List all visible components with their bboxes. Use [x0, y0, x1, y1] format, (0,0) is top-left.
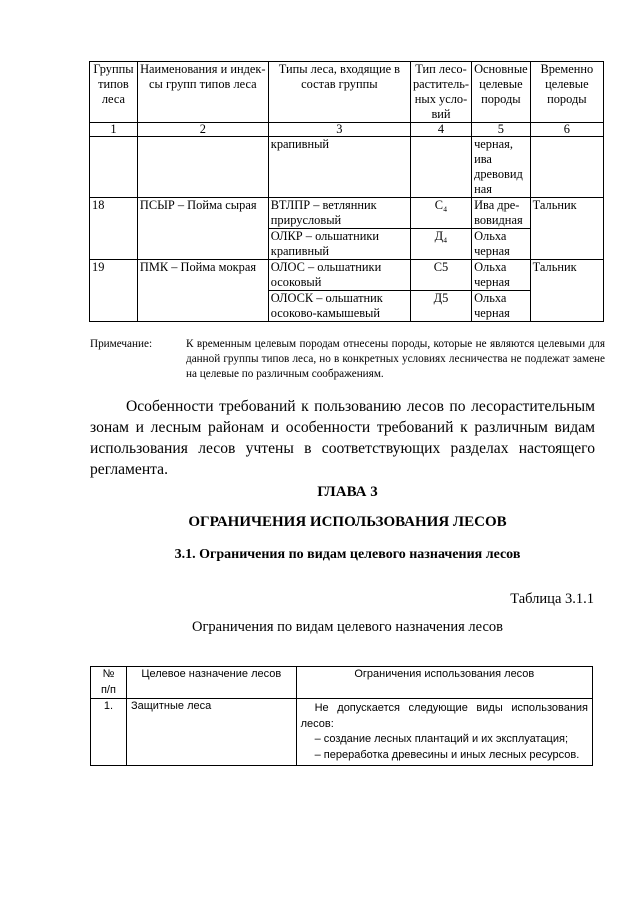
section-title: 3.1. Ограничения по видам целевого назначения лесов [174, 547, 521, 562]
group-name: ПСЫР – Пойма сырая [137, 198, 268, 260]
table-row [90, 260, 604, 291]
col-number: 1 [90, 123, 138, 137]
header-names: Наименования и индек- сы групп типов леса [137, 62, 268, 123]
temp-species: Тальник [530, 260, 603, 322]
main-species: черная, ива древовид ная [472, 137, 531, 198]
growing-conditions: С5 [410, 260, 471, 291]
col-number: 2 [137, 123, 268, 137]
header-number: № п/п [91, 667, 127, 699]
body-paragraph: Особенности требований к пользованию лесов по лесорастительным зонам и лесным районам и особенности требований к различным видам использования лесов учтены в соответствующих разделах настоящего регламента. [90, 398, 595, 478]
col-number: 3 [268, 123, 410, 137]
table-header-row [91, 667, 593, 699]
forest-groups-table [89, 61, 604, 322]
header-restrictions: Ограничения использования лесов [296, 667, 592, 699]
header-temp-species: Временно целевые породы [530, 62, 603, 123]
forest-type: ВТЛПР – ветлянник прирусловый [268, 198, 410, 229]
header-types: Типы леса, входящие в состав группы [268, 62, 410, 123]
col-number: 4 [410, 123, 471, 137]
table-row [90, 198, 604, 229]
temp-species: Тальник [530, 198, 603, 260]
table-title: Ограничения по видам целевого назначения лесов [192, 619, 503, 635]
main-species: Ольха черная [472, 229, 531, 260]
header-main-species: Основные целевые породы [472, 62, 531, 123]
restriction-line: – переработка древесины и иных лесных ресурсов. [314, 748, 580, 761]
table-row [91, 699, 593, 766]
group-number: 19 [90, 260, 138, 322]
forest-type: ОЛКР – ольшатники крапивный [268, 229, 410, 260]
forest-type: крапивный [268, 137, 410, 198]
col-number: 6 [530, 123, 603, 137]
header-groups: Группы типов леса [90, 62, 138, 123]
chapter-heading: ГЛАВА 3 [317, 484, 378, 500]
table-row [90, 137, 604, 198]
main-species: Ива дре- вовидная [472, 198, 531, 229]
header-conditions: Тип лесо- раститель- ных усло- вий [410, 62, 471, 123]
growing-conditions: С₄ [410, 198, 471, 229]
col-number: 5 [472, 123, 531, 137]
restriction-line: Не допускается следующие виды использования лесов: [300, 702, 588, 730]
note-text: К временным целевым породам отнесены породы, которые не являются целевыми для данной группы типов леса, но в конкретных условиях лесничества не подлежат замене на целевые по различным соображениям. [186, 338, 605, 380]
group-number: 18 [90, 198, 138, 260]
restrictions-cell [296, 699, 592, 766]
restrictions-table [90, 666, 593, 766]
growing-conditions: Д₄ [410, 229, 471, 260]
forest-type: ОЛОС – ольшатники осоковый [268, 260, 410, 291]
main-species: Ольха черная [472, 260, 531, 291]
row-number: 1. [91, 699, 127, 766]
chapter-title: ОГРАНИЧЕНИЯ ИСПОЛЬЗОВАНИЯ ЛЕСОВ [188, 514, 507, 530]
group-name: ПМК – Пойма мокрая [137, 260, 268, 322]
table-note [90, 337, 605, 382]
restriction-line: – создание лесных плантаций и их эксплуатация; [314, 733, 569, 745]
column-numbers-row [90, 123, 604, 137]
growing-conditions: Д5 [410, 291, 471, 322]
header-purpose: Целевое назначение лесов [126, 667, 296, 699]
purpose-cell: Защитные леса [126, 699, 296, 766]
main-species: Ольха черная [472, 291, 531, 322]
note-label: Примечание: [90, 338, 153, 350]
forest-type: ОЛОСК – ольшатник осоково-камышевый [268, 291, 410, 322]
table-number: Таблица 3.1.1 [510, 591, 594, 607]
table-header-row [90, 62, 604, 123]
